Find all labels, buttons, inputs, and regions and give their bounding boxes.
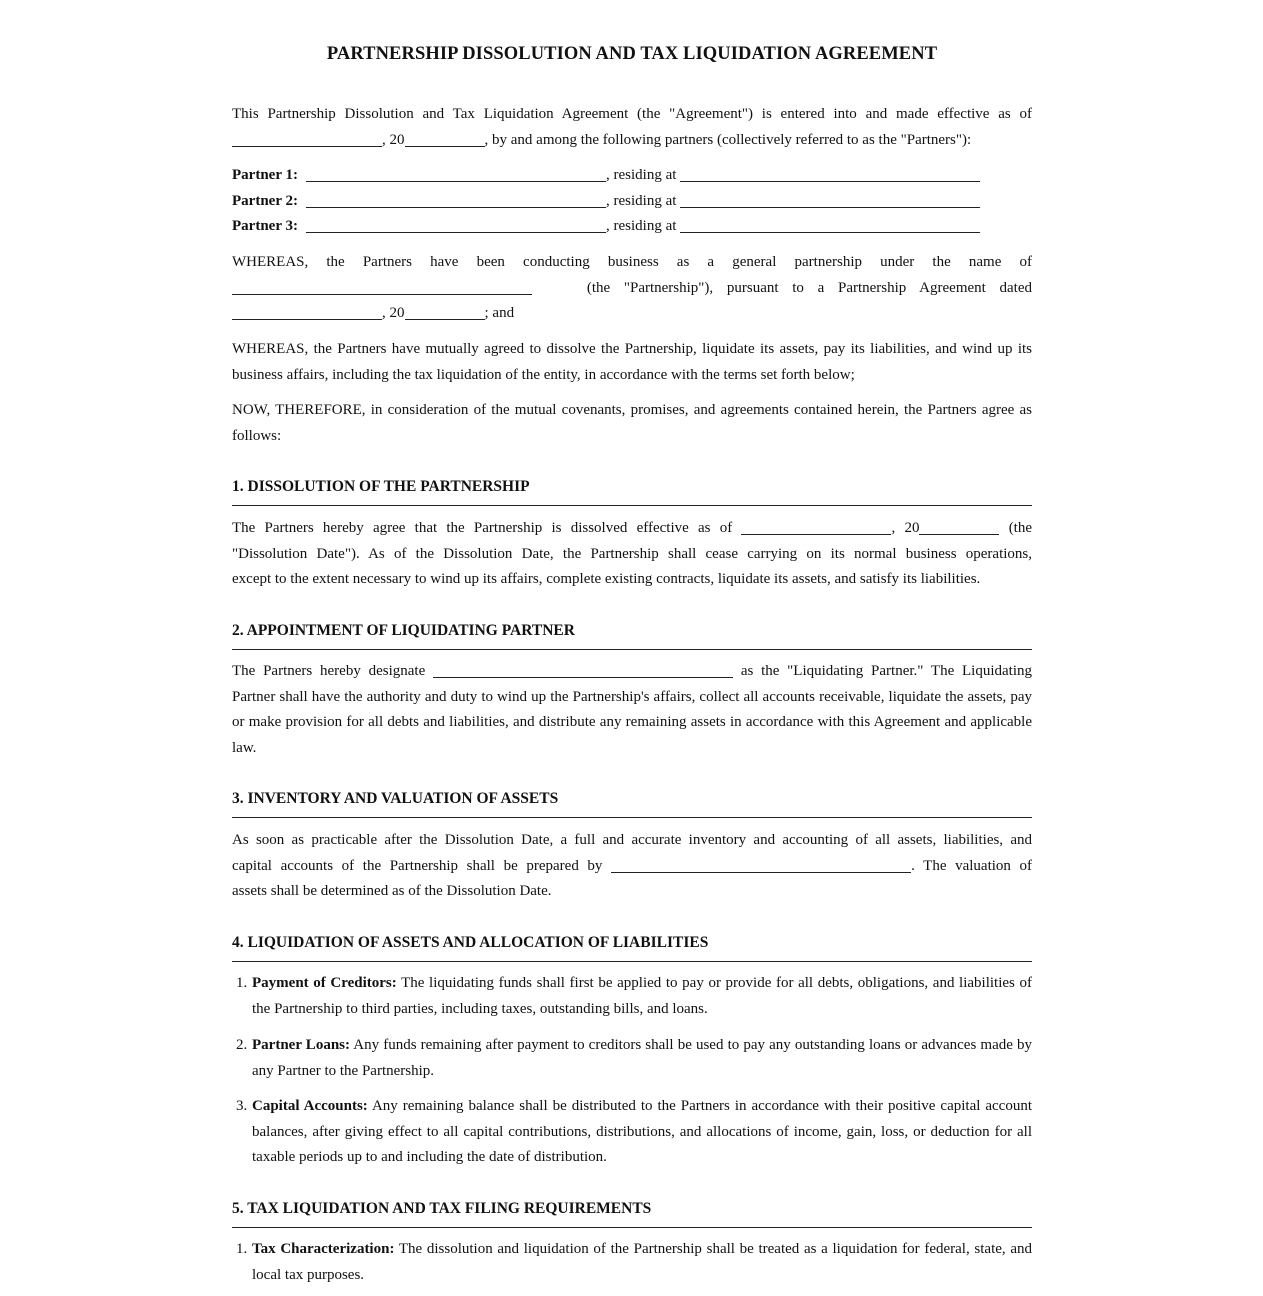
section-2-line-1 bbox=[232, 659, 1032, 685]
section-4-heading: 4. LIQUIDATION OF ASSETS AND ALLOCATION OF LIABILITIES bbox=[232, 934, 1032, 962]
whereas-1-line-2 bbox=[232, 276, 1032, 302]
dissolution-date-blank[interactable] bbox=[741, 520, 891, 535]
whereas-1-end: ; and bbox=[484, 305, 515, 322]
partner-row bbox=[232, 189, 1032, 214]
section-3-line-1: As soon as practicable after the Dissolution Date, a full and accurate inventory and accounting of all assets, liabilities, and bbox=[232, 832, 1032, 848]
now-therefore-paragraph: NOW, THEREFORE, in consideration of the mutual covenants, promises, and agreements contained herein, the Partners agree as follows: bbox=[232, 402, 1032, 444]
partner-name-blank[interactable] bbox=[306, 167, 606, 182]
partner-label: Partner 3: bbox=[232, 218, 298, 234]
whereas-1-line-1: WHEREAS, the Partners have been conducting business as a general partnership under the name of bbox=[232, 254, 1032, 270]
section-2-paragraph bbox=[232, 659, 1032, 762]
whereas-paragraph-1 bbox=[232, 250, 1032, 327]
liquidating-partner-blank[interactable] bbox=[433, 663, 733, 678]
list-text: The dissolution and liquidation of the Partnership shall be treated as a liquidation for federal, state, and local tax purposes. bbox=[252, 1241, 1032, 1283]
partner-address-blank[interactable] bbox=[680, 218, 980, 233]
section-3-heading: 3. INVENTORY AND VALUATION OF ASSETS bbox=[232, 790, 1032, 818]
section-1-line-3: except to the extent necessary to wind up its affairs, complete existing contracts, liquidate its assets, and satisfy its liabilities. bbox=[232, 571, 981, 588]
partner-name-blank[interactable] bbox=[306, 193, 606, 208]
section-2-rest: Partner shall have the authority and duty to wind up the Partnership's affairs, collect all accounts receivable, liquidate the assets, pay or make provision for all debts and liabilities, and distribute any remaining assets in accordance with this Agreement and applicable law. bbox=[232, 688, 1032, 757]
section-2-post: as the "Liquidating Partner." The Liquidating bbox=[740, 663, 1033, 679]
residing-label: , residing at bbox=[606, 218, 677, 234]
list-term: Tax Characterization: bbox=[252, 1241, 395, 1257]
list-item bbox=[232, 1033, 1032, 1084]
intro-line-1: This Partnership Dissolution and Tax Liquidation Agreement (the "Agreement") is entered into and made effective as of bbox=[232, 106, 1032, 122]
list-item bbox=[232, 971, 1032, 1022]
section-3-line-2-post: . The valuation of bbox=[911, 857, 1033, 874]
section-1-line-1 bbox=[232, 516, 1032, 542]
section-5-heading: 5. TAX LIQUIDATION AND TAX FILING REQUIREMENTS bbox=[232, 1200, 1032, 1228]
section-2-heading: 2. APPOINTMENT OF LIQUIDATING PARTNER bbox=[232, 622, 1032, 650]
partner-label: Partner 2: bbox=[232, 193, 298, 209]
effective-date-blank[interactable] bbox=[232, 132, 382, 147]
section-3-paragraph bbox=[232, 828, 1032, 905]
agreement-date-blank[interactable] bbox=[232, 305, 382, 320]
section-2-pre: The Partners hereby designate bbox=[232, 663, 426, 679]
list-text: The liquidating funds shall first be applied to pay or provide for all debts, obligations, and liabilities of the Partnership to third parties, including taxes, outstanding bills, and loans. bbox=[252, 975, 1032, 1017]
document-title: PARTNERSHIP DISSOLUTION AND TAX LIQUIDATION AGREEMENT bbox=[326, 44, 938, 64]
list-item bbox=[232, 1237, 1032, 1288]
partner-name-blank[interactable] bbox=[306, 218, 606, 233]
inventory-preparer-blank[interactable] bbox=[611, 858, 911, 873]
list-number: 2. bbox=[236, 1037, 248, 1053]
list-item bbox=[232, 1094, 1032, 1171]
section-3-line-2-pre: capital accounts of the Partnership shall be prepared by bbox=[232, 857, 603, 874]
list-number: 3. bbox=[236, 1098, 248, 1114]
section-1-pre: The Partners hereby agree that the Partnership is dissolved effective as of bbox=[232, 520, 733, 536]
intro-line-2 bbox=[232, 128, 1032, 154]
year-prefix: , 20 bbox=[891, 520, 920, 536]
dissolution-year-blank[interactable] bbox=[919, 520, 999, 535]
list-term: Payment of Creditors: bbox=[252, 975, 397, 991]
whereas-1-line-3 bbox=[232, 301, 1032, 327]
partner-address-blank[interactable] bbox=[680, 193, 980, 208]
agreement-year-blank[interactable] bbox=[405, 305, 485, 320]
list-term: Capital Accounts: bbox=[252, 1098, 368, 1114]
partnership-name-blank[interactable] bbox=[232, 280, 532, 295]
year-prefix: , 20 bbox=[382, 305, 405, 322]
year-prefix: , 20 bbox=[382, 131, 405, 148]
whereas-paragraph-2: WHEREAS, the Partners have mutually agreed to dissolve the Partnership, liquidate its assets, pay its liabilities, and wind up its business affairs, including the tax liquidation of the entity, in accordance with the terms set forth below; bbox=[232, 341, 1032, 383]
list-text: Any funds remaining after payment to creditors shall be used to pay any outstanding loans or advances made by any Partner to the Partnership. bbox=[252, 1037, 1032, 1079]
section-1-heading: 1. DISSOLUTION OF THE PARTNERSHIP bbox=[232, 478, 1032, 506]
partner-row bbox=[232, 214, 1032, 239]
section-1-line-2: "Dissolution Date"). As of the Dissolution Date, the Partnership shall cease carrying on its normal business operations, bbox=[232, 545, 1032, 562]
intro-paragraph bbox=[232, 102, 1032, 153]
partner-address-blank[interactable] bbox=[680, 167, 980, 182]
list-term: Partner Loans: bbox=[252, 1037, 350, 1053]
partner-row bbox=[232, 163, 1032, 188]
residing-label: , residing at bbox=[606, 193, 677, 209]
section-1-paragraph bbox=[232, 516, 1032, 593]
list-number: 1. bbox=[236, 975, 248, 991]
section-3-line-3: assets shall be determined as of the Dissolution Date. bbox=[232, 883, 552, 900]
list-text: Any remaining balance shall be distributed to the Partners in accordance with their positive capital account balances, after giving effect to all capital contributions, distributions, and allocations of income, gain, loss, or deduction for all taxable periods up to and including the date of distribution. bbox=[252, 1098, 1032, 1166]
partner-label: Partner 1: bbox=[232, 167, 298, 183]
section-3-line-2 bbox=[232, 854, 1032, 880]
residing-label: , residing at bbox=[606, 167, 677, 183]
whereas-1-line-2-text: (the "Partnership"), pursuant to a Partnership Agreement dated bbox=[586, 279, 1032, 296]
section-1-post-a: (the bbox=[1008, 520, 1033, 536]
intro-line-2-text: , by and among the following partners (collectively referred to as the "Partners"): bbox=[484, 131, 972, 148]
list-number: 1. bbox=[236, 1241, 248, 1257]
effective-year-blank[interactable] bbox=[405, 132, 485, 147]
